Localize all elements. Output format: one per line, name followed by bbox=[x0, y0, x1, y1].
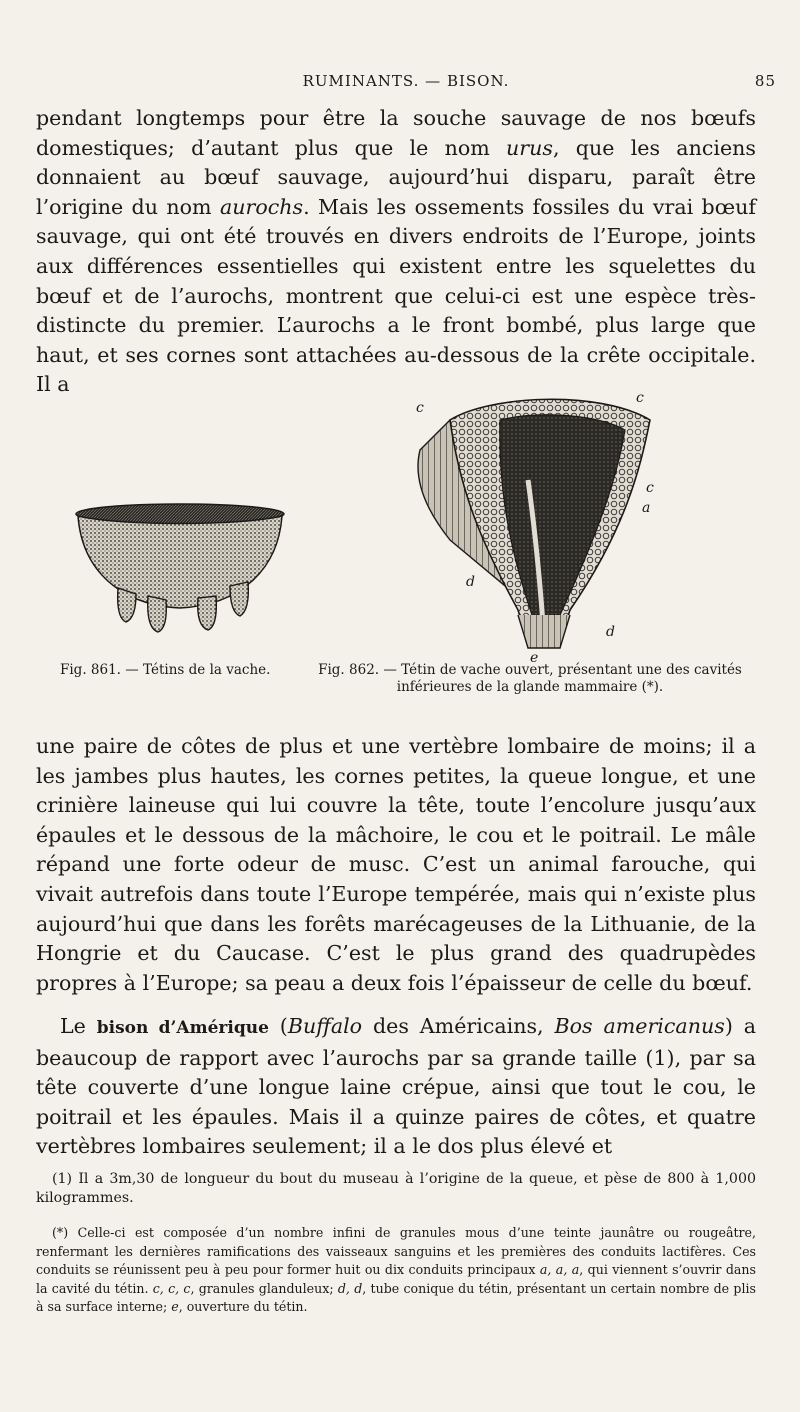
footnote-2-text-3: , granules glanduleux; bbox=[190, 1280, 338, 1296]
term-aurochs: aurochs bbox=[219, 194, 304, 219]
footnote-2-ref-a: a, a, a bbox=[539, 1262, 580, 1278]
footnote-2 bbox=[36, 1224, 756, 1317]
paragraph-1-text-1: pendant longtemps pour être la souche sauvage de nos bœufs domestiques; d’autant plus que le nom bbox=[36, 106, 756, 160]
fig-label-c-2: c bbox=[636, 390, 644, 406]
paragraph-1-text-2: , que les anciens donnaient au bœuf sauvage, aujourd’hui disparu, paraît être l’origine du nom bbox=[36, 135, 756, 219]
footnote-2-text-4: , tube conique du tétin, présentant un certain nombre de plis à sa surface interne; bbox=[36, 1280, 756, 1315]
paragraph-1 bbox=[36, 104, 756, 400]
footnote-2-ref-d: d, d bbox=[337, 1280, 363, 1296]
cow-teats-illustration bbox=[70, 500, 290, 650]
footnote-2-text-1: (*) Celle-ci est composée d’un nombre infini de granules mous d’une teinte jaunâtre ou rougeâtre, renfermant les dernières ramifications des vaisseaux sanguins et les premières des conduits lactifères. Ces conduits se réunissent peu à peu pour former huit ou dix conduits principaux bbox=[36, 1225, 756, 1278]
paragraph-3-text-1: Le bbox=[60, 1014, 97, 1038]
figure-area bbox=[40, 380, 760, 710]
paragraph-2: une paire de côtes de plus et une vertèbre lombaire de moins; il a les jambes plus hautes, les cornes petites, la queue longue, et une crinière laineuse qui lui couvre la tête, toute l’encolure jusqu’aux épaules et le dessous de la mâchoire, le cou et le poitrail. Le mâle répand une forte odeur de musc. C’est un animal farouche, qui vivait autrefois dans toute l’Europe tempérée, mais qui n’existe plus aujourd’hui que dans les forêts marécageuses de la Lithuanie, de la Hongrie et du Caucase. C’est le plus grand des quadrupèdes propres à l’Europe; sa peau a deux fois l’épaisseur de celle du bœuf. bbox=[36, 734, 756, 995]
footnote-2-ref-c: c, c, c bbox=[152, 1280, 191, 1296]
page-number: 85 bbox=[754, 72, 776, 90]
figure-861-caption: Fig. 861. — Tétins de la vache. bbox=[60, 662, 271, 678]
footnote-2-text-2: , qui viennent s’ouvrir dans la cavité du tétin. bbox=[36, 1262, 756, 1296]
fig-label-d-1: d bbox=[466, 574, 475, 590]
footnote-2-ref-e: e bbox=[171, 1299, 179, 1315]
running-head bbox=[36, 72, 776, 96]
footnote-2-text-5: , ouverture du tétin. bbox=[178, 1299, 308, 1315]
term-bos-americanus: Bos americanus bbox=[554, 1014, 725, 1038]
fig-label-d-2: d bbox=[606, 624, 615, 640]
fig-label-e: e bbox=[530, 650, 539, 666]
paragraph-3-text-4: ) a beaucoup de rapport avec l’aurochs par sa grande taille (1), par sa tête couverte d’une longue laine crépue, ainsi que tout le cou, le poitrail et les épaules. Mais il a quinze paires de côtes, et quatre vertèbres lombaires seulement; il a le dos plus élevé et bbox=[36, 1014, 757, 1159]
paragraph-3-text-3: des Américains, bbox=[362, 1014, 555, 1038]
footnote-1: (1) Il a 3m,30 de longueur du bout du museau à l’origine de la queue, et pèse de 800 à 1,000 kilogrammes. bbox=[36, 1171, 756, 1206]
fig-label-c-3: c bbox=[646, 480, 654, 496]
paragraph-3 bbox=[36, 1012, 756, 1162]
paragraph-1-text-3: . Mais les ossements fossiles du vrai bœuf sauvage, qui ont été trouvés en divers endroits de l’Europe, joints aux différences essentielles qui existent entre les squelettes du bœuf et de l’aurochs, montrent que celui-ci est une espèce très-distincte du premier. L’aurochs a le front bombé, plus large que haut, et ses cornes sont attachées au-dessous de la crête occipitale. Il a bbox=[36, 194, 756, 397]
running-head-title: RUMINANTS. — BISON. bbox=[302, 72, 510, 90]
term-urus: urus bbox=[506, 135, 553, 160]
fig-label-c-1: c bbox=[416, 400, 424, 416]
opened-teat-illustration bbox=[410, 380, 670, 670]
term-bison-d-amerique: bison d’Amérique bbox=[96, 1018, 269, 1038]
term-buffalo: Buffalo bbox=[287, 1014, 363, 1038]
paragraph-3-text-2: ( bbox=[268, 1014, 288, 1038]
fig-label-a: a bbox=[642, 500, 651, 516]
figure-862-caption: Fig. 862. — Tétin de vache ouvert, présentant une des cavités inférieures de la glande mammaire (*). bbox=[318, 662, 742, 695]
